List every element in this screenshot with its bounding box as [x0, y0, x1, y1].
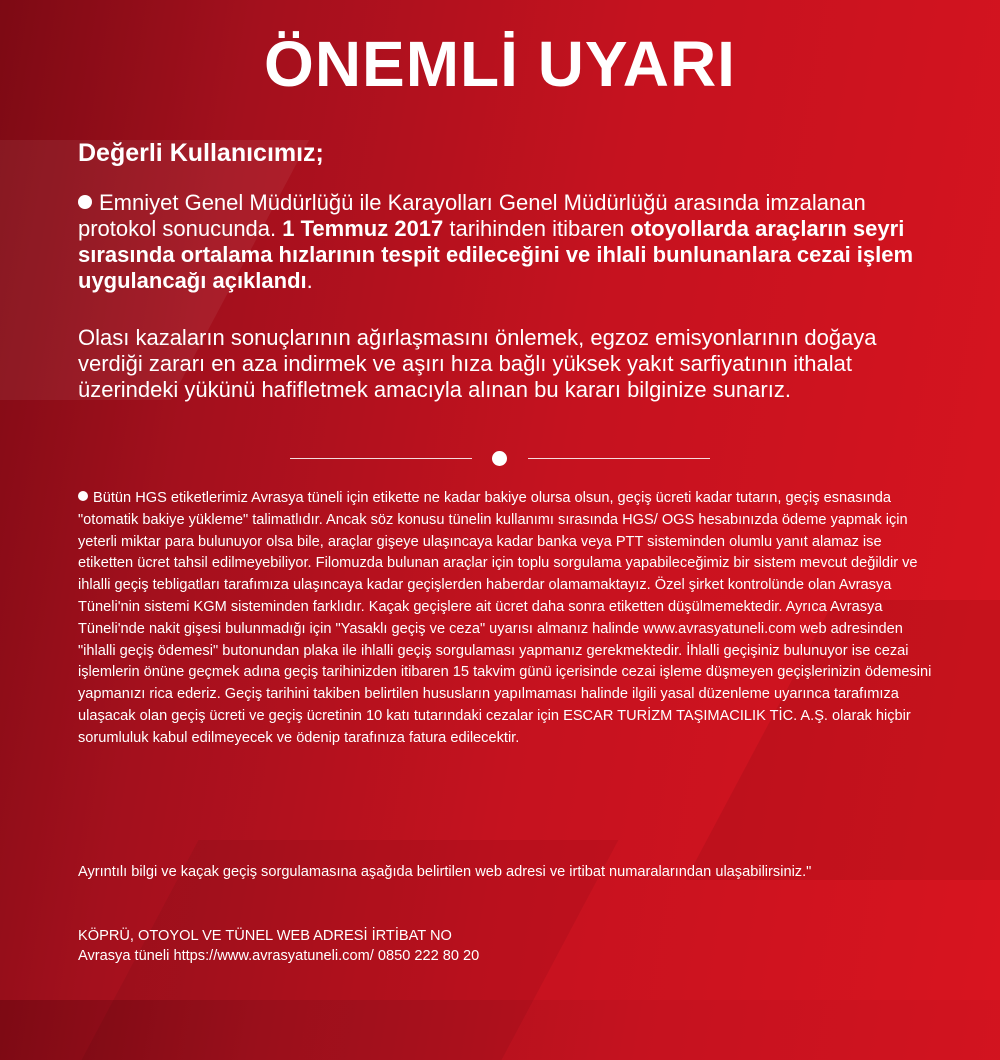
- notice-paragraph: [78, 190, 938, 294]
- divider-line-left: [290, 458, 472, 459]
- greeting-heading: Değerli Kullanıcımız;: [78, 139, 324, 167]
- notice-emphasis: otoyollarda araçların seyri sırasında ortalama hızlarının tespit edileceğini ve ihlali bunlunanlara cezai işlem uygulancağı açıklandı: [78, 216, 914, 293]
- page-title: ÖNEMLİ UYARI: [264, 28, 736, 100]
- closing-paragraph: Ayrıntılı bilgi ve kaçak geçiş sorgulamasına aşağıda belirtilen web adresi ve irtibat numaralarından ulaşabilirsiniz.": [78, 864, 812, 880]
- notice-text-part3: .: [306, 268, 313, 293]
- contact-line: Avrasya tüneli https://www.avrasyatuneli.com/ 0850 222 80 20: [78, 948, 480, 964]
- details-text: Bütün HGS etiketlerimiz Avrasya tüneli için etikette ne kadar bakiye olursa olsun, geçiş ücreti kadar tutarın, geçiş esnasında "otomatik bakiye yükleme" talimatlıdır. Ancak söz konusu tünelin kullanımı sırasında HGS/ OGS hesabınızda ödeme yapmak için yeterli miktar para bulunuyor olsa bile, araçlar gişeye ulaşıncaya kadar banka veya PTT sisteminden olumlu yanıt alamaz ise etiketten ücret tahsil edilmeyebiliyor. Filomuzda bulunan araçlar için toplu sorgulama yapabileceğimiz bir sistem mevcut değildir ve ihlalli geçiş tebligatları tarafımıza ulaşıncaya kadar geçişlerden haberdar olamamaktayız. Özel şirket kontrolünde olan Avrasya Tüneli'nin sistemi KGM sisteminden farklıdır. Kaçak geçişlere ait ücret daha sonra etiketten düşülmemektedir. Ayrıca Avrasya Tüneli'nde nakit gişesi bulunmadığı için "Yasaklı geçiş ve ceza" uyarısı almanız halinde www.avrasyatuneli.com web adresinden "ihlalli geçiş ödemesi" butonundan plaka ile ihlalli geçiş sorgulaması yapmanız gerekmektedir. İhlalli geçişiniz bulunuyor ise cezai işlemlerin önüne geçmek adına geçiş tarihinizden itibaren 15 takvim günü içerisinde cezai işleme düşmeyen geçişlerinizin ödemesini yapmanızı rica ederiz. Geçiş tarihini takiben belirtilen hususların yapılmaması halinde ilgili yasal düzenleme uyarınca tarafımıza ulaşacak olan geçiş ücreti ve geçiş ücretinin 10 katı tutarındaki cezalar için ESCAR TURİZM TAŞIMACILIK TİC. A.Ş. olarak hiçbir sorumluluk kabul edilmeyecek ve ödenip tarafınıza fatura edilecektir.: [78, 490, 932, 746]
- details-paragraph: [78, 488, 938, 750]
- divider-dot-icon: [492, 451, 507, 466]
- notice-text-part1: Emniyet Genel Müdürlüğü ile Karayolları Genel Müdürlüğü arasında imzalanan protokol sonucunda.: [78, 190, 866, 241]
- notice-text-part2: tarihinden itibaren: [443, 216, 631, 241]
- bullet-icon: [78, 195, 92, 209]
- divider-line-right: [528, 458, 710, 459]
- bullet-icon: [78, 491, 88, 501]
- contact-block: [78, 926, 938, 966]
- contact-heading: KÖPRÜ, OTOYOL VE TÜNEL WEB ADRESİ İRTİBAT NO: [78, 928, 452, 944]
- notice-date: 1 Temmuz 2017: [282, 216, 444, 241]
- purpose-paragraph: Olası kazaların sonuçlarının ağırlaşmasını önlemek, egzoz emisyonlarının doğaya verdiği zararı en aza indirmek ve aşırı hıza bağlı yüksek yakıt sarfiyatının ithalat üzerindeki yükünü hafifletmek amacıyla alınan bu kararı bilginize sunarız.: [78, 325, 877, 402]
